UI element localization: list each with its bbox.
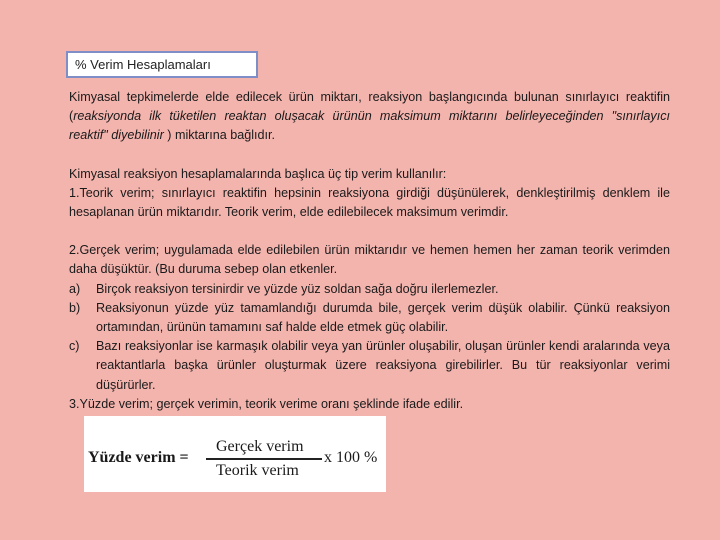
reason-label: b)	[69, 300, 81, 315]
reason-item-c	[69, 337, 670, 395]
intro-text-a: Kimyasal tepkimelerde elde edilecek ürün miktarı, reaksiyon başlangıcında bulunan sınırlayıcı reaktifin (	[69, 90, 670, 124]
reason-item-b	[69, 299, 670, 337]
percent-yield-formula	[84, 416, 386, 492]
formula-lhs: Yüzde verim =	[88, 449, 189, 466]
reason-label: a)	[69, 281, 81, 296]
reason-text: Birçok reaksiyon tersinirdir ve yüzde yüz soldan sağa doğru ilerlemezler.	[96, 281, 499, 296]
formula-denominator: Teorik verim	[216, 462, 299, 479]
reason-text: Bazı reaksiyonlar ise karmaşık olabilir veya yan ürünler oluşabilir, oluşan ürünler kendi aralarında veya reaktantlarla başka ürünler oluşturmak üzere reaksiyona girebilirler. Bu tür reaksiyonlar verimi düşürürler.	[96, 339, 670, 392]
actual-yield-paragraph: 2.Gerçek verim; uygulamada elde edilebilen ürün miktarıdır ve hemen hemen her zaman teorik verimden daha düşüktür. (Bu duruma sebep olan etkenler.	[69, 243, 670, 277]
formula-numerator: Gerçek verim	[216, 438, 304, 455]
percent-yield-paragraph: 3.Yüzde verim; gerçek verimin, teorik verime oranı şeklinde ifade edilir.	[69, 396, 464, 411]
reason-label: c)	[69, 339, 80, 354]
intro-text-italic: reaksiyonda ilk tüketilen reaktan oluşacak ürünün maksimum miktarını belirleyeceğinden "sınırlayıcı reaktif" diyebilinir	[69, 109, 670, 143]
fraction-bar	[206, 458, 322, 460]
page-title: % Verim Hesaplamaları	[66, 51, 258, 78]
reason-item-a	[69, 280, 670, 299]
types-heading: Kimyasal reaksiyon hesaplamalarında başlıca üç tip verim kullanılır:	[69, 166, 447, 181]
intro-paragraph	[69, 88, 670, 146]
formula-multiplier: x 100 %	[324, 449, 378, 466]
reason-text: Reaksiyonun yüzde yüz tamamlandığı durumda bile, gerçek verim düşük olabilir. Çünkü reaksiyon ortamından, ürünün tamamını saf halde elde etmek güç olabilir.	[96, 300, 670, 335]
intro-text-b: ) miktarına bağlıdır.	[163, 128, 276, 143]
theoretical-yield-paragraph: 1.Teorik verim; sınırlayıcı reaktifin hepsinin reaksiyona girdiği düşünülerek, denkleştirilmiş denklem ile hesaplanan ürün miktarıdır. Teorik verim, elde edilebilecek maksimum verimdir.	[69, 185, 670, 220]
content-body	[69, 88, 670, 414]
